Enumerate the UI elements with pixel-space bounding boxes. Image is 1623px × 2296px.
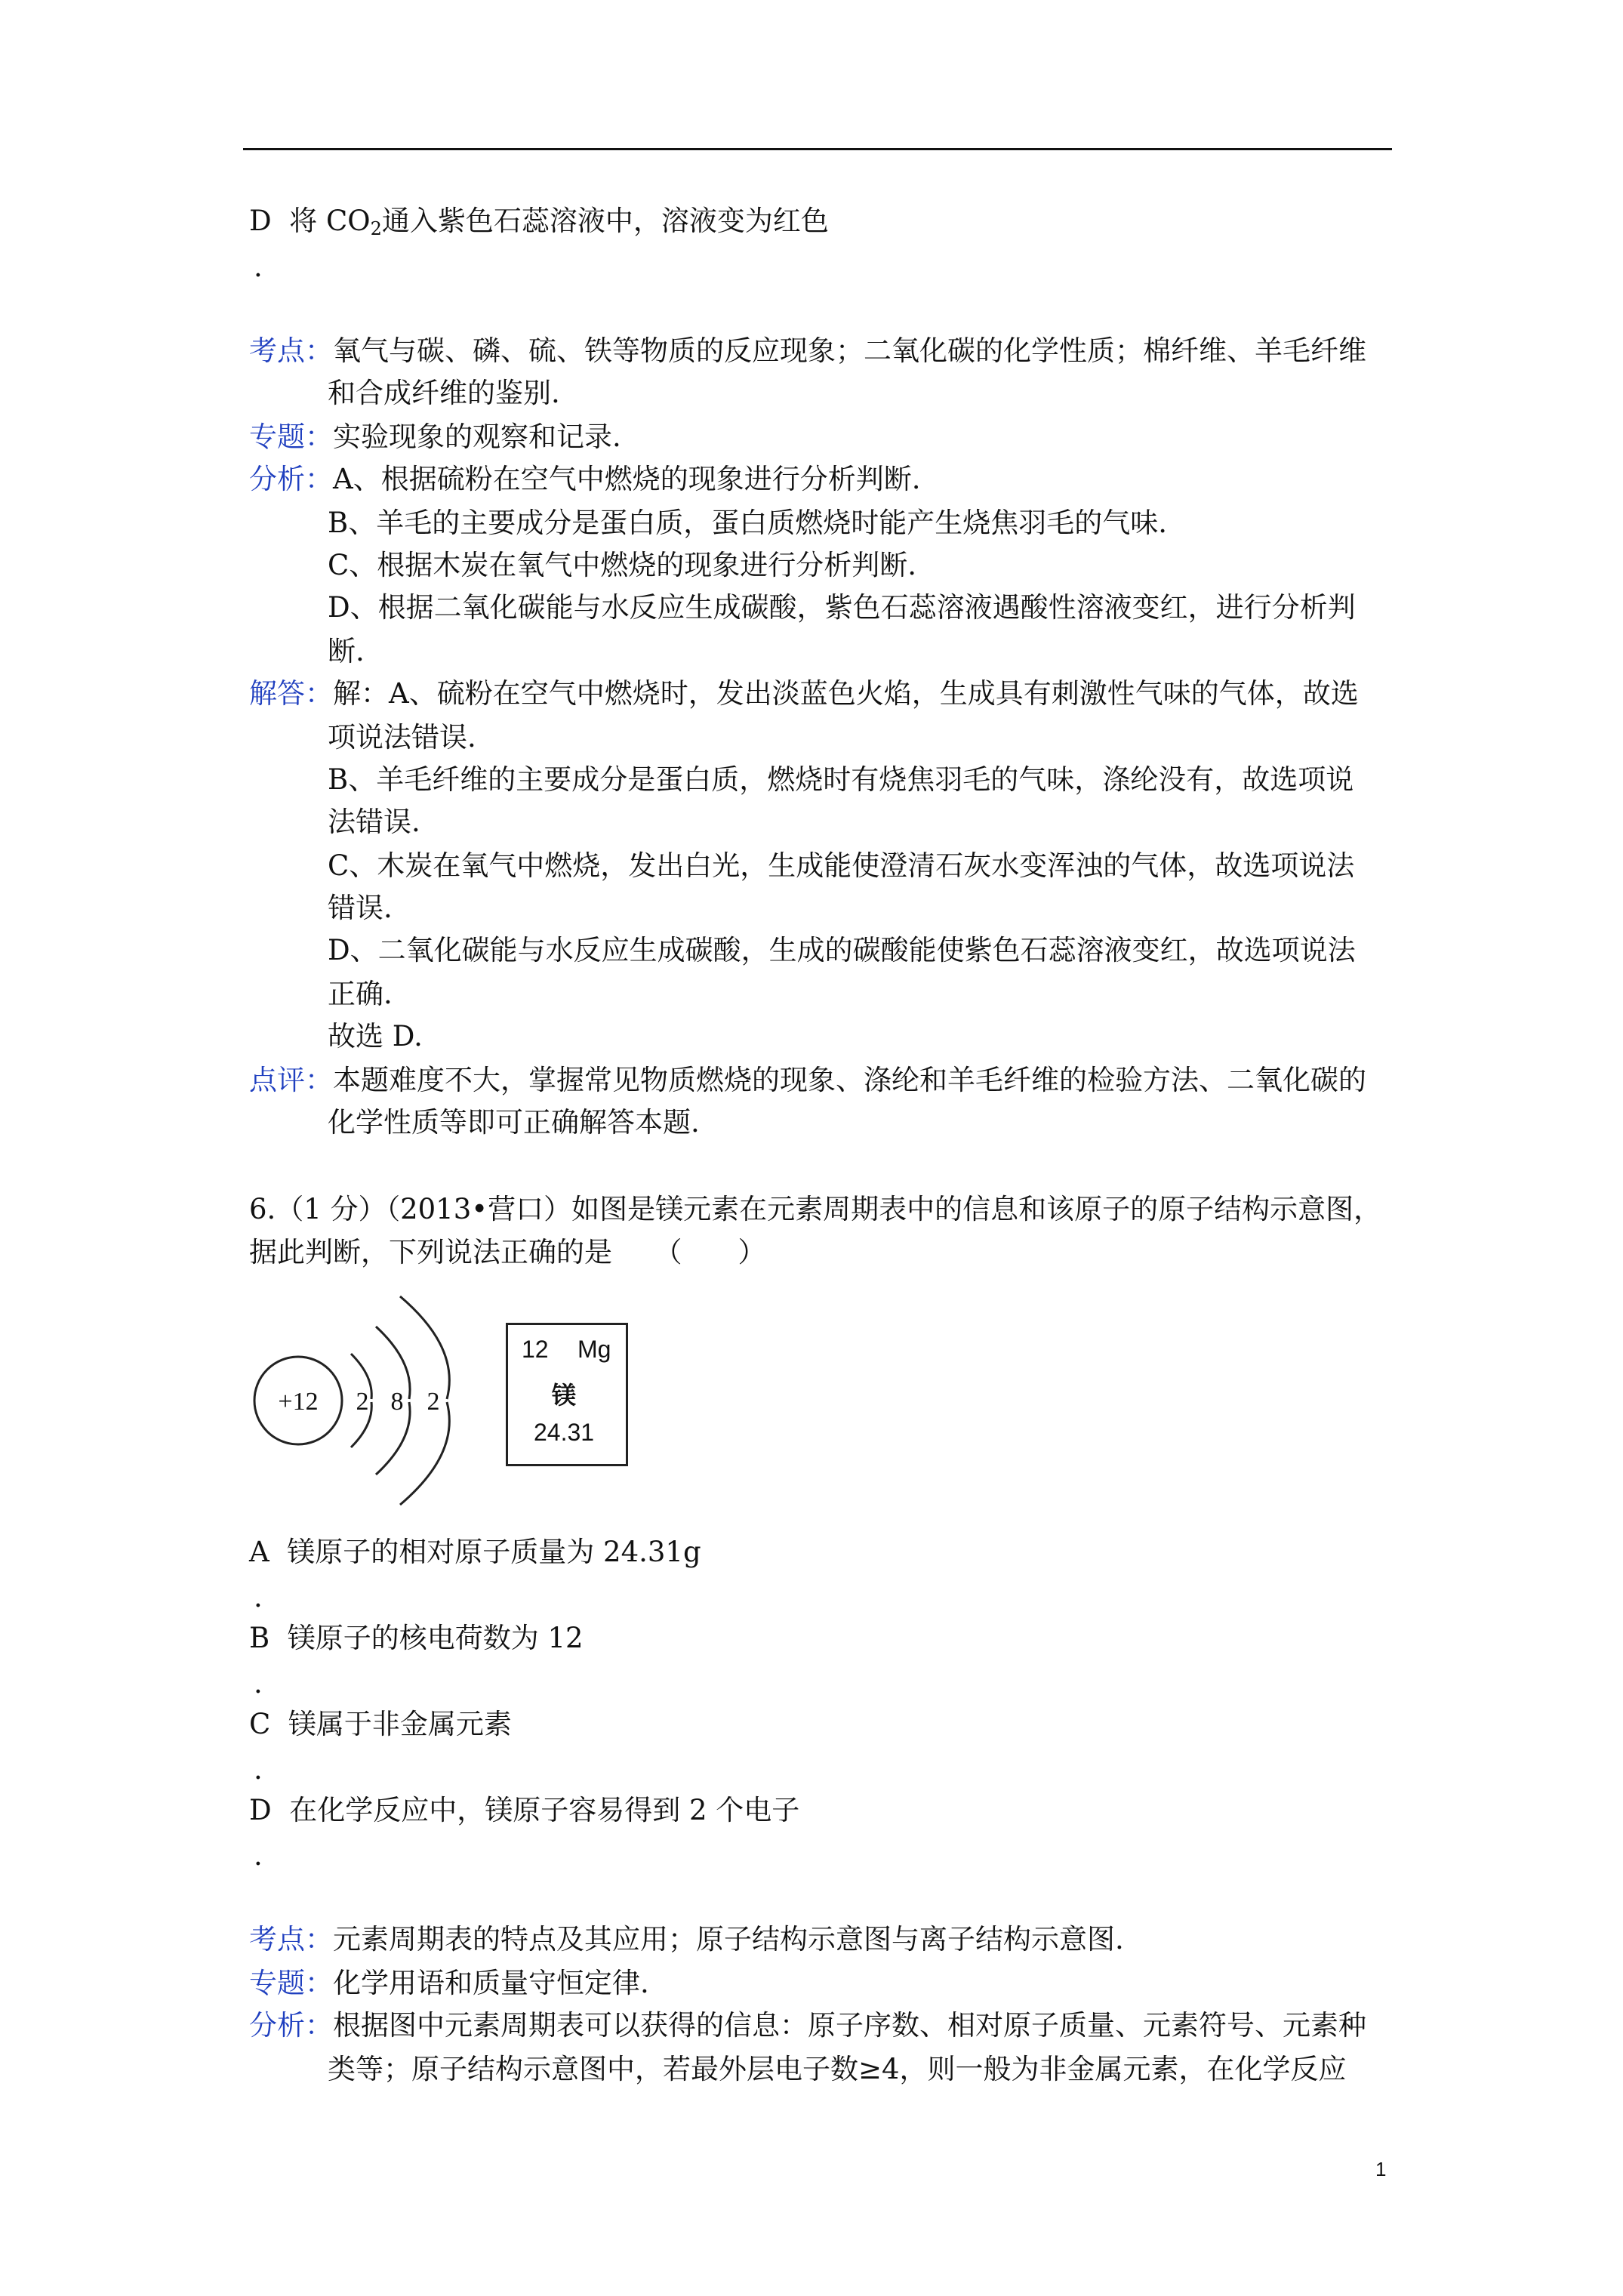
option-text-pre: 将 CO: [289, 205, 371, 237]
option-letter: B: [249, 1622, 270, 1654]
fenxi-d-cont: 断.: [328, 635, 365, 667]
fenxi-a: A、根据硫粉在空气中燃烧的现象进行分析判断.: [333, 463, 921, 495]
option-letter: D: [249, 205, 272, 237]
page-number: 1: [1375, 2158, 1387, 2180]
option-text: 镁属于非金属元素: [288, 1708, 512, 1740]
fenxi-text: 根据图中元素周期表可以获得的信息：原子序数、相对原子质量、元素符号、元素种: [333, 2009, 1366, 2042]
zhuanti-text: 化学用语和质量守恒定律.: [333, 1967, 649, 1999]
jieda-a-cont: 项说法错误.: [328, 721, 476, 754]
shell-1-electrons: 2: [356, 1388, 369, 1416]
atomic-number: 12: [522, 1336, 549, 1363]
subscript-2: 2: [370, 218, 382, 239]
kaodian-text: 氧气与碳、磷、硫、铁等物质的反应现象；二氧化碳的化学性质；棉纤维、羊毛纤维: [333, 334, 1366, 367]
kaodian-text: 元素周期表的特点及其应用；原子结构示意图与离子结构示意图.: [333, 1923, 1124, 1955]
jieda-a: 解：A、硫粉在空气中燃烧时，发出淡蓝色火焰，生成具有刺激性气味的气体，故选: [333, 677, 1359, 710]
q6-kaodian: [249, 1918, 1124, 1962]
zhuanti-label: 专题：: [249, 421, 333, 453]
zhuanti-text: 实验现象的观察和记录.: [333, 421, 621, 453]
shell-2-electrons: 8: [390, 1388, 404, 1416]
fenxi-c: C、根据木炭在氧气中燃烧的现象进行分析判断.: [328, 549, 917, 581]
option-dot: .: [254, 251, 263, 283]
option-d: [249, 1789, 799, 1832]
fenxi-b: B、羊毛的主要成分是蛋白质，蛋白质燃烧时能产生烧焦羽毛的气味.: [328, 507, 1167, 539]
shell-3-electrons: 2: [427, 1388, 440, 1416]
q5-fenxi: [249, 458, 920, 501]
kaodian-label: 考点：: [249, 1923, 333, 1955]
kaodian-label: 考点：: [249, 334, 333, 367]
option-dot: .: [254, 1581, 263, 1613]
option-letter: A: [249, 1536, 269, 1568]
jieda-b-cont: 法错误.: [328, 806, 420, 838]
header-rule: [243, 148, 1392, 150]
jieda-d-cont: 正确.: [328, 978, 393, 1010]
atom-structure-diagram: [242, 1287, 468, 1514]
prev-option-d: [249, 199, 829, 243]
jieda-label: 解答：: [249, 677, 333, 710]
option-dot: .: [254, 1839, 263, 1872]
jieda-c-cont: 错误.: [328, 892, 393, 924]
shell-arc-3-bottom: [400, 1402, 449, 1505]
q5-zhuanti: [249, 415, 621, 459]
jieda-conclusion: 故选 D.: [328, 1020, 423, 1052]
option-text: 镁原子的核电荷数为 12: [287, 1622, 584, 1654]
q5-kaodian-cont: 和合成纤维的鉴别.: [328, 377, 560, 409]
option-dot: .: [254, 1667, 263, 1700]
fenxi-label: 分析：: [249, 2009, 333, 2042]
q6-stem-cont: 据此判断，下列说法正确的是 （ ）: [249, 1236, 766, 1268]
option-a: [249, 1530, 701, 1574]
q6-zhuanti: [249, 1962, 649, 2005]
dianping-label: 点评：: [249, 1064, 333, 1096]
option-text: 在化学反应中，镁原子容易得到 2 个电子: [289, 1794, 800, 1826]
q5-dianping: [249, 1059, 1366, 1102]
jieda-c: C、木炭在氧气中燃烧，发出白光，生成能使澄清石灰水变浑浊的气体，故选项说法: [328, 849, 1355, 882]
option-b: [249, 1616, 584, 1660]
option-c: [249, 1703, 512, 1746]
dianping-cont: 化学性质等即可正确解答本题.: [328, 1106, 700, 1139]
nucleus-charge: +12: [278, 1388, 319, 1416]
atomic-mass: 24.31: [534, 1419, 595, 1446]
option-text-post: 通入紫色石蕊溶液中，溶液变为红色: [381, 205, 829, 237]
fenxi-label: 分析：: [249, 463, 333, 495]
element-name: 镁: [552, 1381, 577, 1410]
q5-jieda: [249, 672, 1359, 716]
q6-stem: 6.（1 分）（2013•营口）如图是镁元素在元素周期表中的信息和该原子的原子结构示意图，: [249, 1193, 1382, 1225]
periodic-table-cell: [506, 1323, 628, 1466]
shell-arc-3-top: [400, 1296, 449, 1399]
fenxi-d: D、根据二氧化碳能与水反应生成碳酸，紫色石蕊溶液遇酸性溶液变红，进行分析判: [328, 591, 1356, 624]
option-text: 镁原子的相对原子质量为 24.31g: [287, 1536, 701, 1568]
q5-kaodian: [249, 329, 1366, 373]
option-dot: .: [254, 1753, 263, 1786]
q6-fenxi: [249, 2004, 1366, 2048]
jieda-b: B、羊毛纤维的主要成分是蛋白质，燃烧时有烧焦羽毛的气味，涤纶没有，故选项说: [328, 763, 1354, 796]
dianping-text: 本题难度不大，掌握常见物质燃烧的现象、涤纶和羊毛纤维的检验方法、二氧化碳的: [333, 1064, 1366, 1096]
zhuanti-label: 专题：: [249, 1967, 333, 1999]
jieda-d: D、二氧化碳能与水反应生成碳酸，生成的碳酸能使紫色石蕊溶液变红，故选项说法: [328, 934, 1356, 966]
option-letter: C: [249, 1708, 271, 1740]
element-symbol: Mg: [577, 1336, 611, 1363]
q6-fenxi-cont: 类等；原子结构示意图中，若最外层电子数≥4，则一般为非金属元素，在化学反应: [328, 2053, 1347, 2085]
option-letter: D: [249, 1794, 272, 1826]
